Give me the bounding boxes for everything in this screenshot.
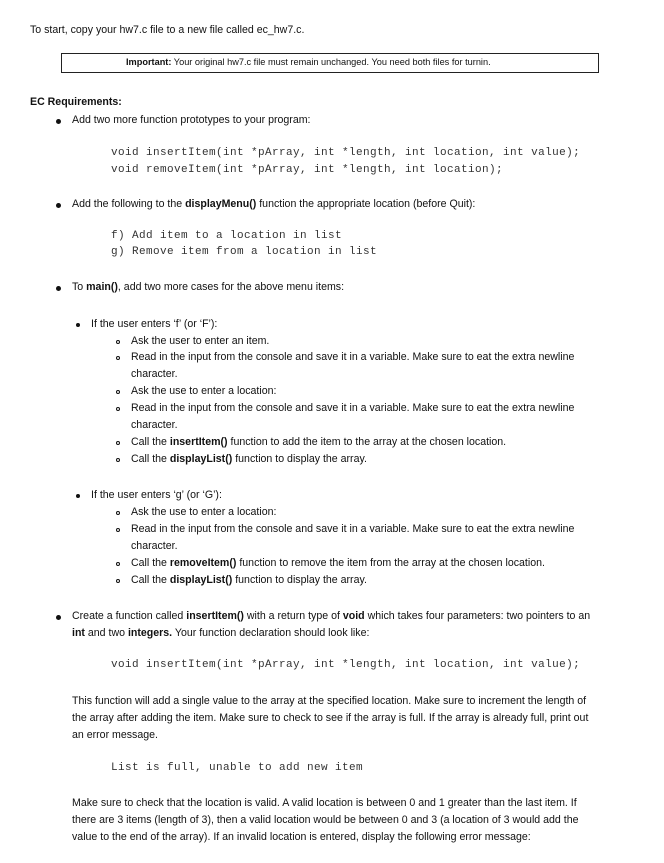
section-heading: EC Requirements: bbox=[30, 96, 122, 108]
code-error-message: List is full, unable to add new item bbox=[111, 762, 364, 774]
list-item: Call the displayList() function to display the array. bbox=[131, 453, 367, 465]
code-menu-item-f: f) Add item to a location in list bbox=[111, 230, 343, 242]
insertitem-instruction-line2: int and two integers. Your function declaration should look like: bbox=[72, 627, 370, 639]
circle-bullet-icon bbox=[116, 458, 120, 462]
list-item-continued: character. bbox=[131, 540, 178, 552]
circle-bullet-icon bbox=[116, 511, 120, 515]
code-prototype-remove: void removeItem(int *pArray, int *length, int location); bbox=[111, 164, 504, 176]
code-declaration: void insertItem(int *pArray, int *length, int location, int value); bbox=[111, 659, 581, 671]
list-item: Read in the input from the console and save it in a variable. Make sure to eat the extra newline bbox=[131, 402, 575, 414]
code-prototype-insert: void insertItem(int *pArray, int *length, int location, int value); bbox=[111, 147, 581, 159]
paragraph-line: This function will add a single value to the array at the specified location. Make sure to increment the length of bbox=[72, 695, 587, 707]
important-notice-box bbox=[61, 53, 599, 73]
circle-bullet-icon bbox=[116, 390, 120, 394]
bullet-icon bbox=[56, 203, 61, 208]
paragraph-line: there are 3 items (length of 3), then a valid location would be between 0 and 3 (a location of 3 would add the bbox=[72, 814, 579, 826]
list-item: Ask the use to enter a location: bbox=[131, 385, 277, 397]
insertitem-instruction-line1: Create a function called insertItem() with a return type of void which takes four parameters: two pointers to an bbox=[72, 610, 591, 622]
paragraph-line: the array after adding the item. Make sure to check to see if the array is full. If the array is already full, print out bbox=[72, 712, 589, 724]
list-item: Call the insertItem() function to add the item to the array at the chosen location. bbox=[131, 436, 507, 448]
list-item: Read in the input from the console and save it in a variable. Make sure to eat the extra newline bbox=[131, 523, 575, 535]
paragraph-line: Make sure to check that the location is valid. A valid location is between 0 and 1 greater than the last item. If bbox=[72, 797, 577, 809]
g-case-heading: If the user enters ‘g’ (or ‘G’): bbox=[91, 489, 222, 501]
list-item: Ask the user to enter an item. bbox=[131, 335, 270, 347]
code-menu-item-g: g) Remove item from a location in list bbox=[111, 246, 378, 258]
bullet-icon bbox=[76, 323, 80, 327]
bullet-icon bbox=[56, 615, 61, 620]
circle-bullet-icon bbox=[116, 579, 120, 583]
circle-bullet-icon bbox=[116, 441, 120, 445]
circle-bullet-icon bbox=[116, 407, 120, 411]
list-item-continued: character. bbox=[131, 419, 178, 431]
paragraph-line: an error message. bbox=[72, 729, 158, 741]
bullet-icon bbox=[76, 494, 80, 498]
circle-bullet-icon bbox=[116, 356, 120, 360]
notice-label: Important: bbox=[126, 57, 172, 67]
menu-instruction: Add the following to the displayMenu() function the appropriate location (before Quit): bbox=[72, 198, 476, 210]
intro-text: To start, copy your hw7.c file to a new file called ec_hw7.c. bbox=[30, 24, 305, 36]
list-item: Call the displayList() function to display the array. bbox=[131, 574, 367, 586]
bullet-icon bbox=[56, 286, 61, 291]
circle-bullet-icon bbox=[116, 528, 120, 532]
list-item: Read in the input from the console and save it in a variable. Make sure to eat the extra newline bbox=[131, 351, 575, 363]
notice-text: Your original hw7.c file must remain unchanged. You need both files for turnin. bbox=[171, 57, 491, 67]
list-item: Call the removeItem() function to remove the item from the array at the chosen location. bbox=[131, 557, 545, 569]
prototypes-instruction: Add two more function prototypes to your program: bbox=[72, 114, 311, 126]
bullet-icon bbox=[56, 119, 61, 124]
circle-bullet-icon bbox=[116, 562, 120, 566]
paragraph-line: value to the end of the array). If an invalid location is entered, display the following error message: bbox=[72, 831, 531, 843]
list-item: Ask the use to enter a location: bbox=[131, 506, 277, 518]
f-case-heading: If the user enters ‘f’ (or ‘F’): bbox=[91, 318, 218, 330]
list-item-continued: character. bbox=[131, 368, 178, 380]
circle-bullet-icon bbox=[116, 340, 120, 344]
main-instruction: To main(), add two more cases for the above menu items: bbox=[72, 281, 345, 293]
